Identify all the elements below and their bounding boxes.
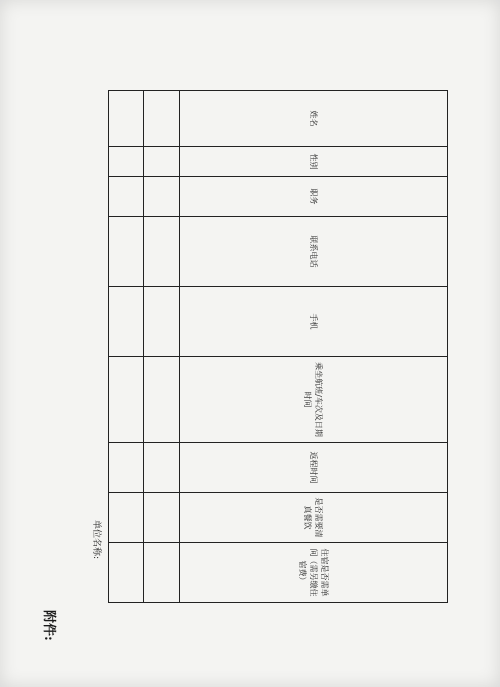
header-mobile: 手机 [179,287,447,357]
header-room: 住宿是否需单间（需另缴住宿费） [179,543,447,603]
header-return: 返程时间 [179,443,447,493]
attachment-label: 附件: [41,610,56,641]
header-position: 职务 [179,177,447,217]
header-name: 姓名 [179,91,447,147]
header-gender: 性别 [179,147,447,177]
header-phone: 联系电话 [179,217,447,287]
unit-name-label: 单位名称: [91,520,101,560]
header-halal: 是否需要清真餐饮 [179,493,447,543]
header-arrival: 乘坐航班/车次及日期时间 [179,357,447,443]
